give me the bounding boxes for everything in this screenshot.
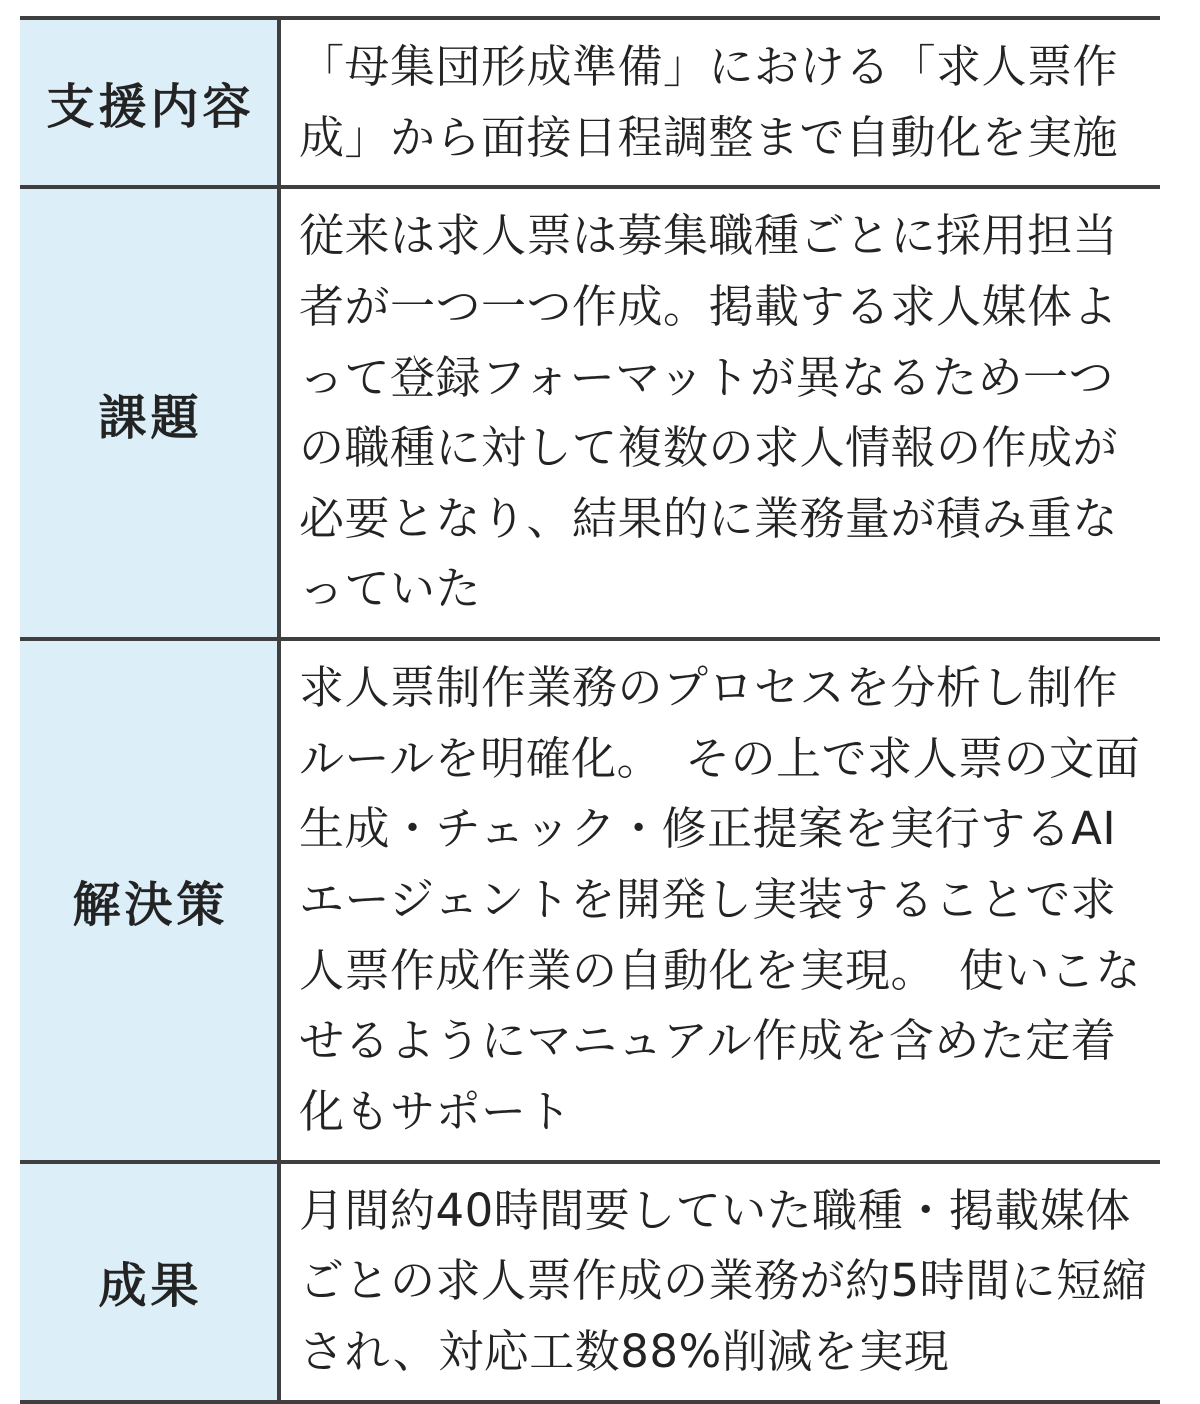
support-content-cell (277, 20, 1160, 185)
issues-text: 従来は求人票は募集職種ごとに採用担当者が一つ一つ作成。掲載する求人媒体よって登録フォーマットが異なるため一つの職種に対して複数の求人情報の作成が必要となり、結果的に業務量が積み重なっていた (299, 209, 1119, 616)
row-results (20, 1160, 1160, 1400)
support-content-label: 支援内容 (20, 20, 277, 185)
support-content-text: 「母集団形成準備」における「求人票作成」から面接日程調整まで自動化を実施 (299, 40, 1119, 164)
case-study-table (20, 16, 1160, 1404)
results-text: 月間約40時間要していた職種・掲載媒体ごとの求人票作成の業務が約5時間に短縮され、対応工数88%削減を実現 (299, 1183, 1148, 1378)
solution-cell (277, 641, 1160, 1159)
row-support-content (20, 16, 1160, 185)
row-issues (20, 185, 1160, 637)
solution-label: 解決策 (20, 641, 277, 1159)
results-label: 成果 (20, 1164, 277, 1400)
results-cell (277, 1164, 1160, 1400)
solution-text: 求人票制作業務のプロセスを分析し制作ルールを明確化。 その上で求人票の文面生成・チェック・修正提案を実行するAIエージェントを開発し実装することで求人票作成作業の自動化を実現。 使いこなせるようにマニュアル作成を含めた定着化もサポート (299, 661, 1142, 1138)
issues-cell (277, 189, 1160, 637)
row-solution (20, 637, 1160, 1159)
issues-label: 課題 (20, 189, 277, 637)
